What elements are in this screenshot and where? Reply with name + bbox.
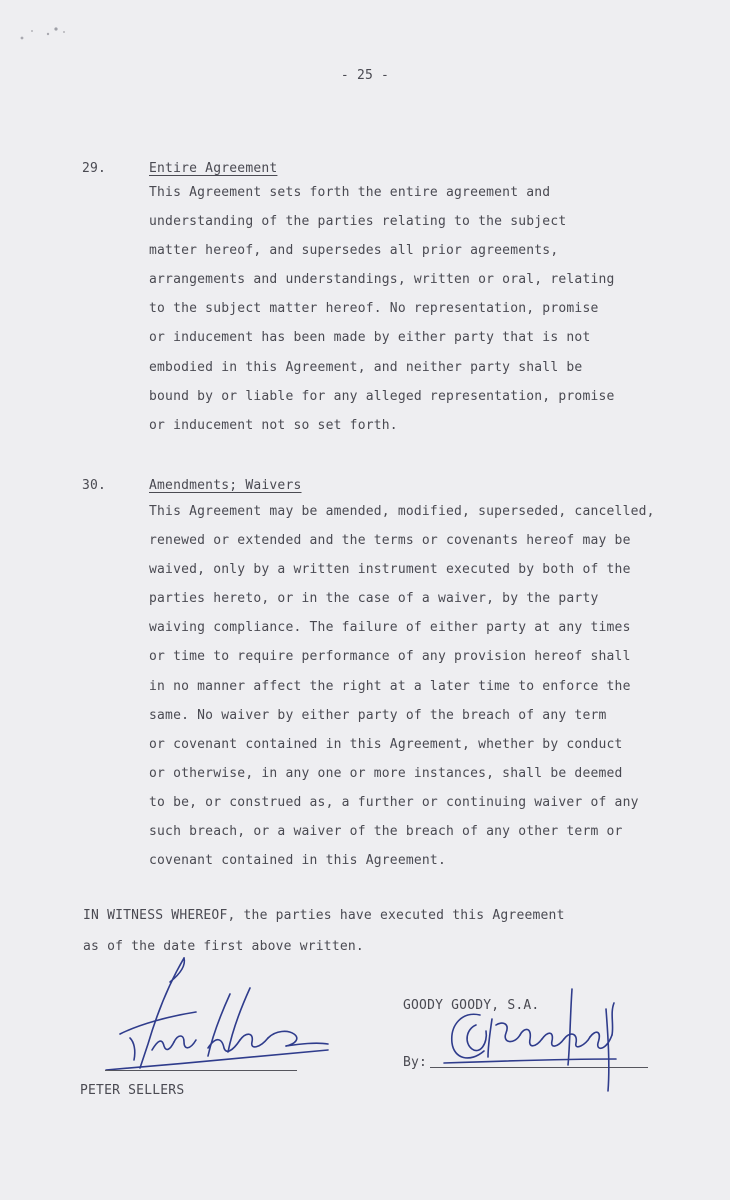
clause-30-heading: Amendments; Waivers [149, 478, 302, 493]
handwritten-signature-peter-sellers-icon [100, 952, 340, 1077]
clause-30-line: to be, or construed as, a further or continuing waiver of any [149, 794, 639, 810]
clause-30-line: such breach, or a waiver of the breach of any other term or [149, 824, 623, 840]
clause-30-line: or covenant contained in this Agreement, whether by conduct [149, 736, 623, 752]
clause-30-line: or otherwise, in any one or more instances, shall be deemed [149, 765, 623, 781]
signatory-company-right: GOODY GOODY, S.A. [403, 998, 540, 1013]
clause-29-line: to the subject matter hereof. No representation, promise [149, 301, 599, 317]
clause-30-number: 30. [82, 478, 107, 493]
clause-30-line: renewed or extended and the terms or covenants hereof may be [149, 533, 631, 549]
witness-line: as of the date first above written. [83, 939, 364, 954]
clause-30-line: parties hereto, or in the case of a waiver, by the party [149, 591, 599, 607]
clause-29-line: or inducement not so set forth. [149, 417, 398, 433]
clause-29-body [149, 185, 724, 447]
left-signature-line [105, 1070, 297, 1071]
clause-30-line: waiving compliance. The failure of either party at any times [149, 620, 631, 636]
witness-line: IN WITNESS WHEREOF, the parties have executed this Agreement [83, 908, 565, 923]
clause-29-line: arrangements and understandings, written or oral, relating [149, 272, 615, 288]
clause-30-line: waived, only by a written instrument executed by both of the [149, 562, 631, 578]
paper-blemish-icon [18, 18, 88, 48]
clause-29-line: bound by or liable for any alleged representation, promise [149, 388, 615, 404]
clause-29-number: 29. [82, 161, 107, 176]
clause-30-line: or time to require performance of any provision hereof shall [149, 649, 631, 665]
clause-29-heading: Entire Agreement [149, 161, 278, 176]
clause-30-line: same. No waiver by either party of the breach of any term [149, 707, 607, 723]
by-label: By: [403, 1055, 428, 1070]
clause-30-line: in no manner affect the right at a later time to enforce the [149, 678, 631, 694]
clause-29-line: or inducement has been made by either party that is not [149, 330, 591, 346]
clause-29-line: embodied in this Agreement, and neither party shall be [149, 359, 583, 375]
clause-29-line: matter hereof, and supersedes all prior agreements, [149, 243, 559, 259]
handwritten-signature-goody-goody-icon [440, 985, 630, 1095]
clause-30-line: covenant contained in this Agreement. [149, 853, 446, 869]
clause-30-body [149, 504, 724, 882]
page-number: - 25 - [340, 68, 390, 83]
signatory-name-left: PETER SELLERS [80, 1083, 185, 1098]
clause-29-line: This Agreement sets forth the entire agreement and [149, 185, 551, 200]
clause-30-line: This Agreement may be amended, modified, superseded, cancelled, [149, 504, 655, 519]
clause-29-line: understanding of the parties relating to the subject [149, 214, 567, 230]
